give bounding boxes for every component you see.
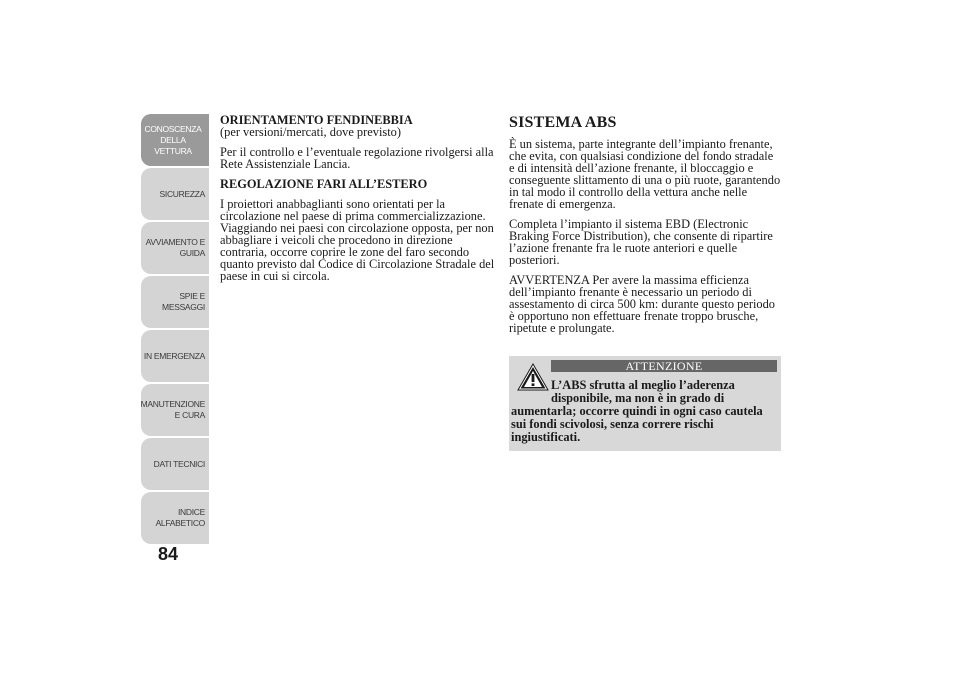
tab-in-emergenza[interactable] [141, 330, 209, 382]
right-column [509, 114, 781, 342]
tab-label: DATI TECNICI [153, 458, 205, 469]
tab-label: SPIE E MESSAGGI [162, 291, 205, 312]
section-title-fendinebbia: ORIENTAMENTO FENDINEBBIA [220, 113, 413, 127]
tab-conoscenza-della-vettura[interactable] [141, 114, 209, 166]
tab-dati-tecnici[interactable] [141, 438, 209, 490]
section-subtitle: (per versioni/mercati, dove previsto) [220, 125, 401, 139]
tab-spie-e-messaggi[interactable] [141, 276, 209, 328]
tab-label: IN EMERGENZA [143, 350, 205, 361]
page-number: 84 [158, 544, 179, 564]
left-column [220, 114, 495, 290]
tab-sicurezza[interactable] [141, 168, 209, 220]
tab-manutenzione-e-cura[interactable] [141, 384, 209, 436]
paragraph: Completa l’impianto il sistema EBD (Electronic Braking Force Distribution), che consente di ripartire l’azione frenante fra le ruote anteriori e quelle posteriori. [509, 217, 773, 267]
tab-label: SICUREZZA [159, 188, 205, 199]
warning-line: disponibile, ma non è in grado di [551, 391, 725, 405]
paragraph-avvertenza: AVVERTENZA Per avere la massima efficienza dell’impianto frenante è necessario un periodo di assestamento di circa 500 km: durante questo periodo è opportuno non effettuare frenate troppo brusche, ripetute e prolungate. [509, 273, 775, 335]
warning-header: ATTENZIONE [551, 360, 777, 372]
chapter-sidebar [141, 114, 209, 546]
tab-label: AVVIAMENTO E GUIDA [145, 237, 205, 258]
warning-rest: aumentarla; occorre quindi in ogni caso cautela sui fondi scivolosi, senza correre rischi ingiustificati. [511, 404, 763, 444]
section-title-abs: SISTEMA ABS [509, 114, 617, 131]
tab-indice-alfabetico[interactable] [141, 492, 209, 544]
warning-box [509, 356, 781, 451]
paragraph: I proiettori anabbaglianti sono orientati per la circolazione nel paese di prima commercializzazione. Viaggiando nei paesi con circolazione opposta, per non abbagliare i veicoli che procedono in direzione contraria, occorre coprire le zone del faro secondo quanto previsto dal Codice di Circolazione Stradale del paese in cui si circola. [220, 197, 495, 283]
tab-label: INDICE ALFABETICO [155, 507, 205, 528]
tab-avviamento-e-guida[interactable] [141, 222, 209, 274]
section-title-fari-estero: REGOLAZIONE FARI ALL’ESTERO [220, 177, 428, 191]
paragraph: È un sistema, parte integrante dell’impianto frenante, che evita, con qualsiasi condizione del fondo stradale e di intensità dell’azione frenante, il bloccaggio e conseguente slittamento di una o più ruote, garantendo in tal modo il controllo della vettura anche nelle frenate di emergenza. [509, 137, 781, 211]
paragraph: Per il controllo e l’eventuale regolazione rivolgersi alla Rete Assistenziale Lancia. [220, 145, 494, 171]
warning-text [509, 379, 769, 444]
tab-label: CONOSCENZA DELLA VETTURA [144, 123, 202, 156]
tab-label: MANUTENZIONE E CURA [140, 399, 205, 420]
warning-line: L’ABS sfrutta al meglio l’aderenza [551, 378, 735, 392]
